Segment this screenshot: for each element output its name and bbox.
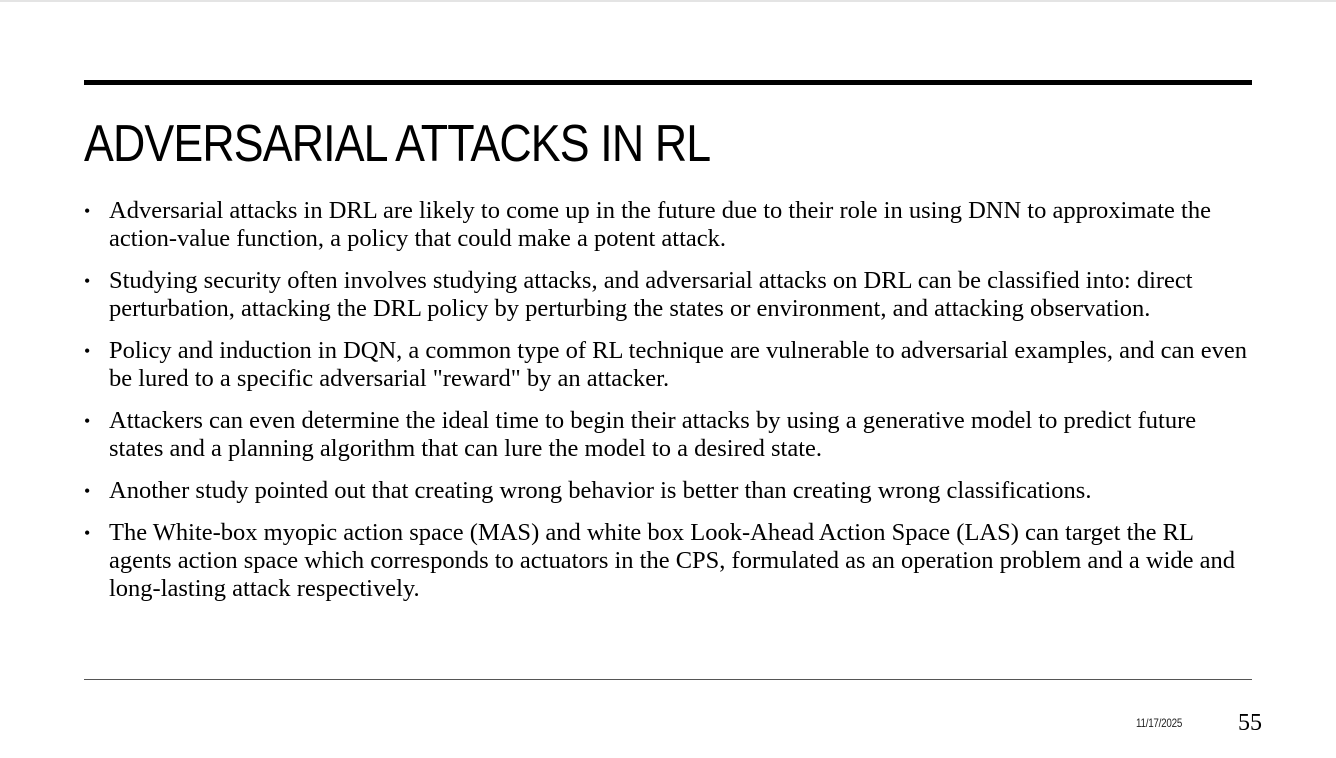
bullet-text: The White-box myopic action space (MAS) and white box Look-Ahead Action Space (LAS) can target the RL agents action space which corresponds to actuators in the CPS, formulated as an operation problem and a wide and long-lasting attack respectively. [109, 519, 1235, 602]
bullet-dot-icon: • [84, 481, 91, 501]
bullet-text: Studying security often involves studying attacks, and adversarial attacks on DRL can be classified into: direct perturbation, attacking the DRL policy by perturbing the states or environment, and attacking observation. [109, 267, 1193, 322]
bullet-item [84, 197, 1252, 253]
bullet-dot-icon: • [84, 271, 91, 291]
bullet-dot-icon: • [84, 523, 91, 543]
page-number: 55 [1238, 710, 1262, 736]
bullet-list [84, 197, 1252, 617]
bullet-item [84, 267, 1252, 323]
bullet-dot-icon: • [84, 201, 91, 221]
bullet-text: Adversarial attacks in DRL are likely to come up in the future due to their role in using DNN to approximate the action-value function, a policy that could make a potent attack. [109, 197, 1211, 252]
bullet-dot-icon: • [84, 341, 91, 361]
bullet-text: Another study pointed out that creating wrong behavior is better than creating wrong classifications. [109, 477, 1092, 504]
bullet-text: Attackers can even determine the ideal time to begin their attacks by using a generative model to predict future states and a planning algorithm that can lure the model to a desired state. [109, 407, 1197, 462]
title-top-rule [84, 80, 1252, 85]
bullet-item [84, 477, 1252, 505]
bullet-item [84, 407, 1252, 463]
bullet-item [84, 519, 1252, 603]
bullet-dot-icon: • [84, 411, 91, 431]
slide-title: ADVERSARIAL ATTACKS IN RL [84, 115, 711, 173]
footer-date: 11/17/2025 [1136, 716, 1183, 730]
footer-rule [84, 679, 1252, 680]
bullet-item [84, 337, 1252, 393]
bullet-text: Policy and induction in DQN, a common type of RL technique are vulnerable to adversarial examples, and can even be lured to a specific adversarial "reward" by an attacker. [109, 337, 1247, 392]
slide [0, 2, 1336, 758]
